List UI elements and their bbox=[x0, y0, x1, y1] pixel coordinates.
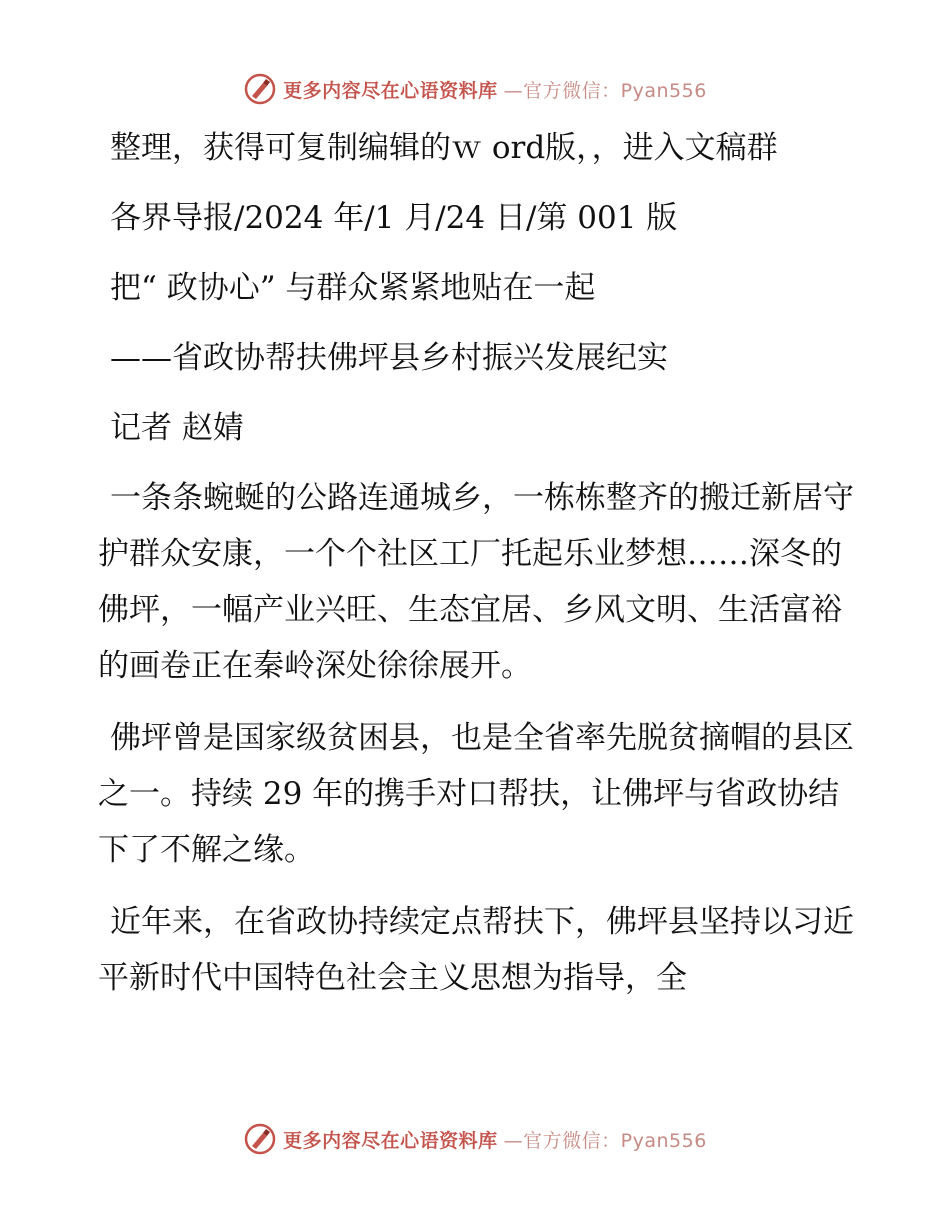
body-paragraph: 一条条蜿蜒的公路连通城乡，一栋栋整齐的搬迁新居守护群众安康，一个个社区工厂托起乐业梦想……深冬的佛坪，一幅产业兴旺、生态宜居、乡风文明、生活富裕的画卷正在秦岭深处徐徐展开。 bbox=[98, 480, 854, 684]
watermark-main-text: 更多内容尽在心语资料库 bbox=[283, 79, 498, 102]
pen-logo-icon bbox=[243, 72, 277, 106]
watermark-header bbox=[0, 72, 950, 106]
body-paragraph: 近年来，在省政协持续定点帮扶下，佛坪县坚持以习近平新时代中国特色社会主义思想为指导，全 bbox=[98, 904, 854, 996]
watermark-main-text: 更多内容尽在心语资料库 bbox=[283, 1129, 498, 1152]
body-paragraph: 佛坪曾是国家级贫困县，也是全省率先脱贫摘帽的县区之一。持续 29 年的携手对口帮扶，让佛坪与省政协结下了不解之缘。 bbox=[98, 720, 854, 868]
source-line: 各界导报/2024 年/1 月/24 日/第 001 版 bbox=[110, 200, 678, 236]
intro-line: 整理，获得可复制编辑的ｗ ord版，，进入文稿群 bbox=[110, 130, 778, 166]
document-body bbox=[98, 120, 858, 1022]
pen-logo-icon bbox=[243, 1122, 277, 1156]
watermark-sub-text: —官方微信：Pyan556 bbox=[503, 79, 707, 102]
article-subtitle: ——省政协帮扶佛坪县乡村振兴发展纪实 bbox=[110, 340, 668, 376]
watermark-footer bbox=[0, 1122, 950, 1156]
article-title: 把“ 政协心” 与群众紧紧地贴在一起 bbox=[110, 270, 596, 306]
watermark-sub-text: —官方微信：Pyan556 bbox=[503, 1129, 707, 1152]
byline: 记者 赵婧 bbox=[110, 410, 244, 446]
